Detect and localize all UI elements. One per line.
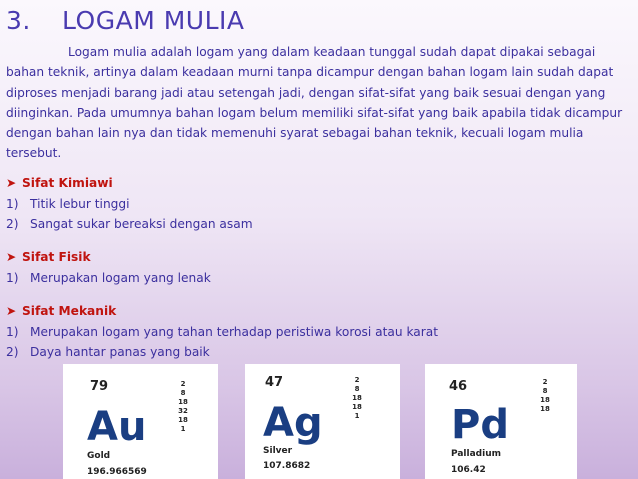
electron-shell: 2 [354, 376, 360, 384]
element-tile-palladium [425, 364, 577, 479]
section-heading: Sifat Fisik [22, 250, 91, 264]
electron-shell: 18 [352, 394, 362, 402]
electron-shell: 18 [178, 398, 188, 406]
atomic-mass: 196.966569 [87, 467, 147, 477]
page-title [6, 6, 244, 35]
section-sifat-mekanik [6, 301, 438, 363]
list-item: 1) Merupakan logam yang lenak [6, 270, 211, 285]
atomic-mass: 107.8682 [263, 461, 311, 471]
arrow-bullet-icon: ➤ [6, 250, 17, 264]
list-item: 2) Daya hantar panas yang baik [6, 345, 210, 359]
element-symbol: Pd [451, 402, 509, 448]
element-name: Palladium [451, 449, 501, 459]
electron-shell: 8 [542, 387, 548, 395]
atomic-number: 79 [90, 379, 109, 394]
atomic-number: 46 [449, 379, 468, 394]
section-sifat-kimiawi [6, 173, 253, 235]
electron-shell: 2 [180, 380, 186, 388]
element-tile-graphic [63, 364, 218, 479]
element-tile-gold [63, 364, 218, 479]
electron-shell: 18 [540, 405, 550, 413]
electron-shell: 1 [180, 425, 186, 433]
arrow-bullet-icon: ➤ [6, 176, 17, 190]
title-number: 3. [6, 6, 31, 35]
element-name: Gold [87, 451, 111, 461]
section-heading: Sifat Mekanik [22, 304, 117, 318]
electron-shell: 18 [540, 396, 550, 404]
electron-shell: 2 [542, 378, 548, 386]
electron-shell: 1 [354, 412, 360, 420]
atomic-mass: 106.42 [451, 465, 486, 475]
section-heading: Sifat Kimiawi [22, 176, 113, 190]
element-tile-graphic [245, 364, 400, 479]
electron-shell: 18 [178, 416, 188, 424]
element-tile-graphic [425, 364, 577, 479]
element-symbol: Ag [263, 400, 323, 446]
list-item: 1) Merupakan logam yang tahan terhadap peristiwa korosi atau karat [6, 324, 439, 339]
title-text: LOGAM MULIA [62, 6, 245, 35]
element-symbol: Au [87, 404, 147, 450]
atomic-number: 47 [265, 375, 284, 390]
element-name: Silver [263, 446, 293, 456]
electron-shell: 32 [178, 407, 188, 415]
element-tile-silver [245, 364, 400, 479]
list-item: 2) Sangat sukar bereaksi dengan asam [6, 217, 253, 231]
electron-shell: 8 [354, 385, 360, 393]
section-sifat-fisik [6, 247, 211, 288]
electron-shell: 18 [352, 403, 362, 411]
electron-shell: 8 [180, 389, 186, 397]
intro-paragraph: Logam mulia adalah logam yang dalam keadaan tunggal sudah dapat dipakai sebagai bahan teknik, artinya dalam keadaan murni tanpa dicampur dengan bahan logam lain sudah dapat diproses menjadi barang jadi atau setengah jadi, dengan sifat-sifat yang baik sesuai dengan yang diinginkan. Pada umumnya bahan logam belum memiliki sifat-sifat yang baik apabila tidak dicampur dengan bahan lain nya dan tidak memenuhi syarat sebagai bahan teknik, kecuali logam mulia tersebut. [6, 45, 623, 161]
arrow-bullet-icon: ➤ [6, 304, 17, 318]
element-tiles [0, 364, 638, 479]
list-item: 1) Titik lebur tinggi [6, 196, 130, 211]
